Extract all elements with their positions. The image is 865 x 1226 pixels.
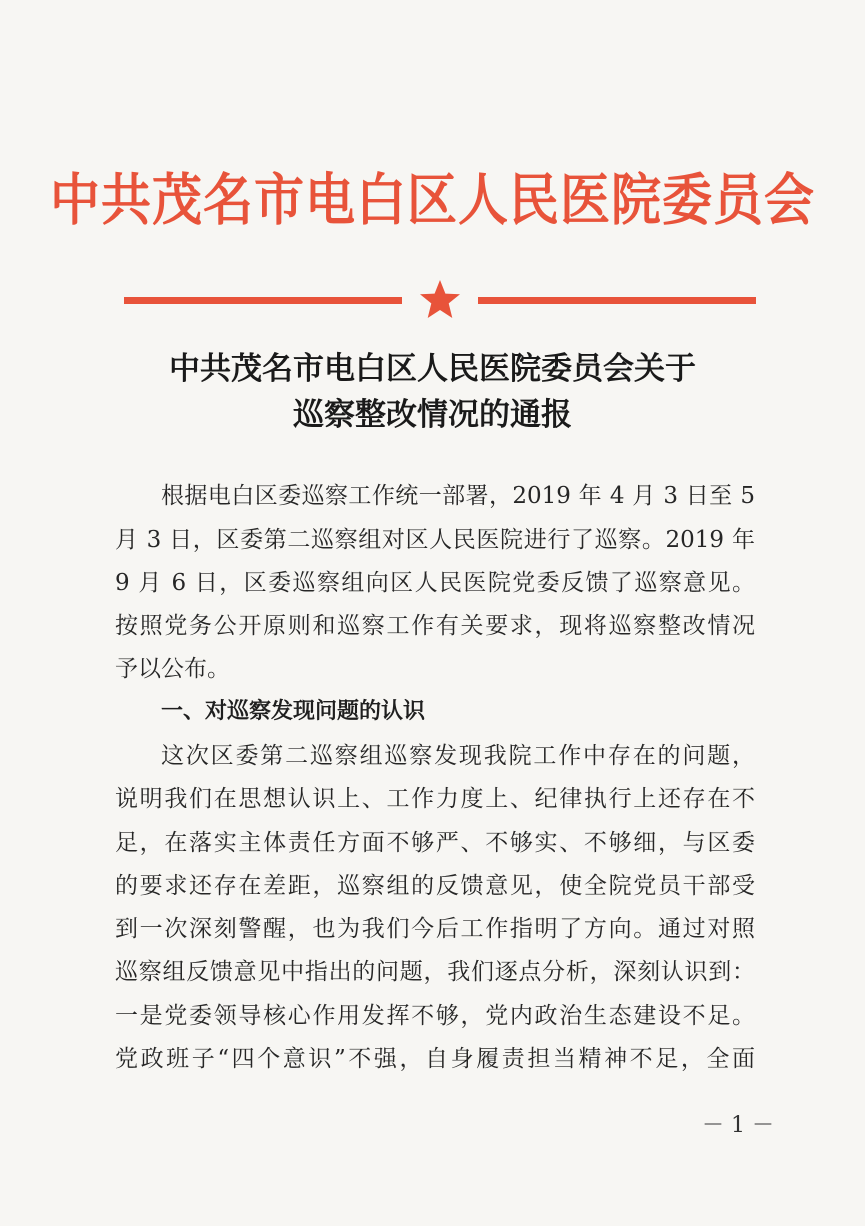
page-number: － 1 － [702,1113,774,1138]
title-line-1: 中共茂名市电白区人民医院委员会关于 [169,351,696,387]
intro-line: 予以公布。 [115,656,230,682]
body-line: 这次区委第二巡察组巡察发现我院工作中存在的问题， [161,743,755,769]
org-header: 中共茂名市电白区人民医院委员会 [50,166,815,233]
intro-line: 9 月 6 日，区委巡察组向区人民医院党委反馈了巡察意见。 [115,570,755,596]
body-line: 的要求还存在差距，巡察组的反馈意见，使全院党员干部受 [115,873,755,899]
body-line: 一是党委领导核心作用发挥不够，党内政治生态建设不足。 [115,1003,755,1029]
body-line: 党政班子“四个意识”不强，自身履责担当精神不足，全面 [115,1046,755,1072]
body-line: 巡察组反馈意见中指出的问题，我们逐点分析，深刻认识到： [115,959,755,985]
intro-line: 按照党务公开原则和巡察工作有关要求，现将巡察整改情况 [115,613,755,639]
red-star-icon [420,280,460,318]
section-heading: 一、对巡察发现问题的认识 [161,699,426,724]
body-line: 到一次深刻警醒，也为我们今后工作指明了方向。通过对照 [115,916,755,942]
intro-line: 月 3 日，区委第二巡察组对区人民医院进行了巡察。2019 年 [115,527,755,553]
divider-line-right [478,297,756,304]
body-line: 足，在落实主体责任方面不够严、不够实、不够细，与区委 [115,830,755,856]
intro-line: 根据电白区委巡察工作统一部署，2019 年 4 月 3 日至 5 [161,483,755,509]
title-line-2: 巡察整改情况的通报 [293,397,572,433]
document-title [0,346,865,438]
red-divider [124,280,756,320]
divider-line-left [124,297,402,304]
body-line: 说明我们在思想认识上、工作力度上、纪律执行上还存在不 [115,786,755,812]
